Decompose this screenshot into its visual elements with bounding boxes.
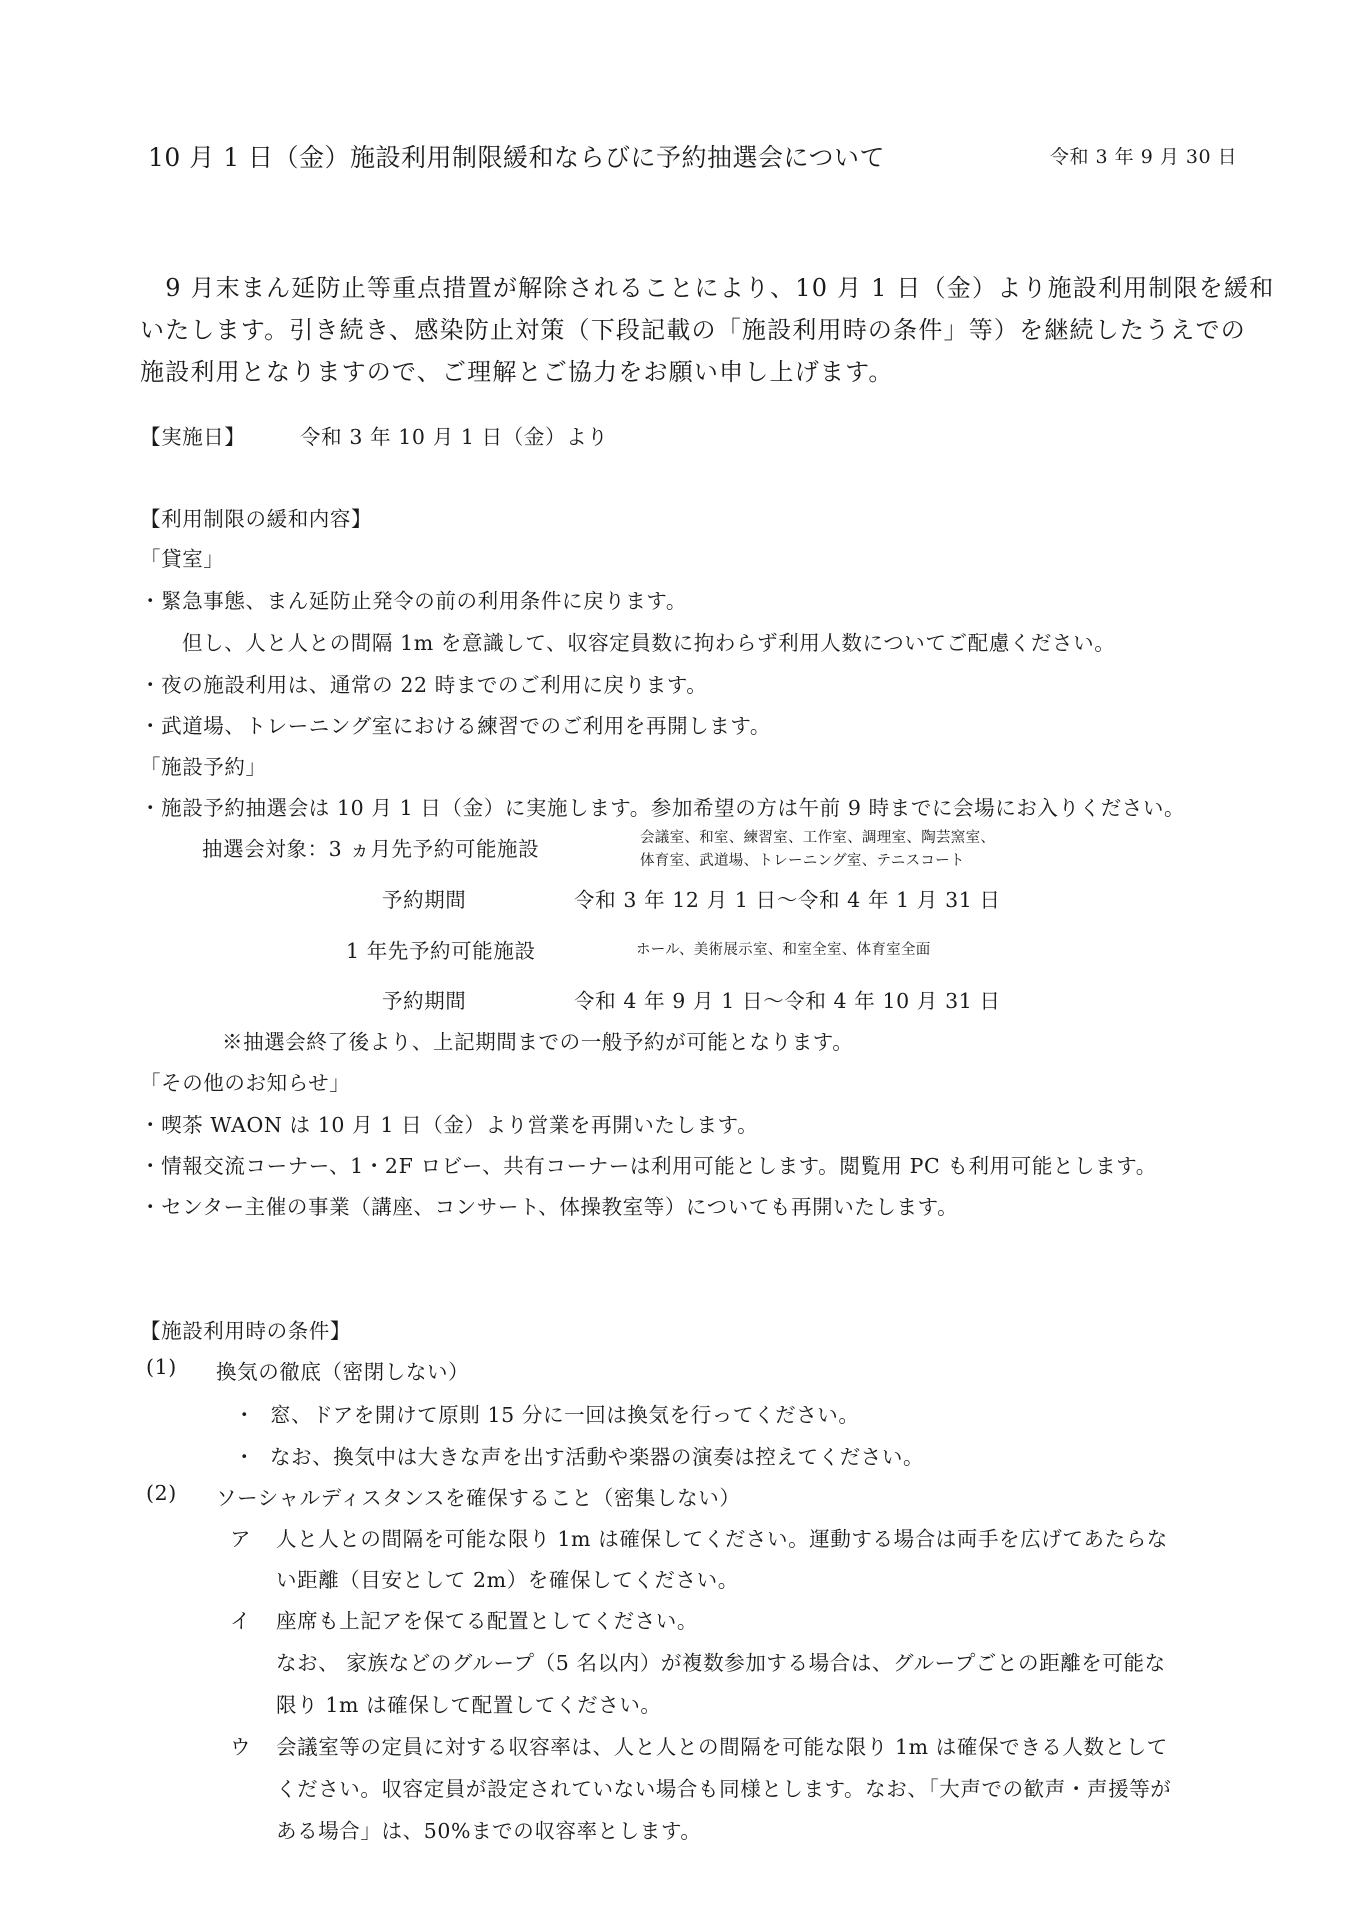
condition-2-u-line-2: ください。収容定員が設定されていない場合も同様とします。なお、「大声での歓声・声援等が	[276, 1777, 1172, 1801]
condition-2-u-line-1: 会議室等の定員に対する収容率は、人と人との間隔を可能な限り 1m は確保できる人数として	[276, 1735, 1168, 1759]
rental-heading: 「貸室」	[140, 547, 225, 571]
condition-1-number: (1)	[146, 1355, 177, 1379]
condition-2-i-line-3: 限り 1m は確保して配置してください。	[276, 1693, 662, 1717]
condition-2-a-line-1: 人と人との間隔を可能な限り 1m は確保してください。運動する場合は両手を広げてあたらな	[276, 1527, 1168, 1551]
condition-1-title: 換気の徹底（密閉しない）	[216, 1360, 470, 1384]
document-date: 令和 3 年 9 月 30 日	[1050, 146, 1238, 168]
other-item-1: ・喫茶 WAON は 10 月 1 日（金）より営業を再開いたします。	[140, 1113, 759, 1137]
lottery-target-label: 抽選会対象：3 ヵ月先予約可能施設	[202, 837, 540, 861]
condition-1-bullet-2: ・	[234, 1445, 256, 1469]
reservation-heading: 「施設予約」	[140, 755, 267, 779]
oneyear-facility-label: 1 年先予約可能施設	[346, 939, 536, 963]
condition-2-u-marker: ウ	[230, 1735, 252, 1759]
condition-2-u-line-3: ある場合」は、50%までの収容率とします。	[276, 1819, 702, 1843]
intro-line-1: 9 月末まん延防止等重点措置が解除されることにより、10 月 1 日（金）より施設利用制限を緩和	[140, 274, 1275, 302]
relaxation-heading: 【利用制限の緩和内容】	[140, 507, 373, 531]
conditions-heading: 【施設利用時の条件】	[140, 1319, 351, 1343]
reservation-period-label-1: 予約期間	[382, 888, 467, 912]
condition-1-bullet-1: ・	[234, 1403, 256, 1427]
reservation-period-value-2: 令和 4 年 9 月 1 日～令和 4 年 10 月 31 日	[574, 989, 1001, 1013]
other-heading: 「その他のお知らせ」	[140, 1071, 351, 1095]
oneyear-facilities: ホール、美術展示室、和室全室、体育室全面	[636, 942, 931, 958]
reservation-note: ※抽選会終了後より、上記期間までの一般予約が可能となります。	[222, 1030, 854, 1054]
reservation-period-label-2: 予約期間	[382, 989, 467, 1013]
lottery-target-facilities-2: 体育室、武道場、トレーニング室、テニスコート	[640, 853, 965, 869]
condition-2-a-line-2: い距離（目安として 2m）を確保してください。	[276, 1568, 739, 1592]
reservation-period-value-1: 令和 3 年 12 月 1 日～令和 4 年 1 月 31 日	[574, 888, 1001, 912]
reservation-item-1: ・施設予約抽選会は 10 月 1 日（金）に実施します。参加希望の方は午前 9 時までに会場にお入りください。	[140, 796, 1186, 820]
condition-1-item-2: なお、換気中は大きな声を出す活動や楽器の演奏は控えてください。	[270, 1445, 925, 1469]
document-title: 10 月 1 日（金）施設利用制限緩和ならびに予約抽選会について	[148, 143, 886, 172]
condition-2-number: (2)	[146, 1481, 177, 1505]
implementation-date: 令和 3 年 10 月 1 日（金）より	[300, 425, 609, 449]
rental-item-2: ・夜の施設利用は、通常の 22 時までのご利用に戻ります。	[140, 673, 708, 697]
lottery-target-facilities-1: 会議室、和室、練習室、工作室、調理室、陶芸窯室、	[640, 830, 996, 846]
condition-2-title: ソーシャルディスタンスを確保すること（密集しない）	[216, 1486, 741, 1510]
condition-2-i-marker: イ	[230, 1609, 252, 1633]
condition-1-item-1: 窓、ドアを開けて原則 15 分に一回は換気を行ってください。	[270, 1403, 860, 1427]
rental-item-1-note: 但し、人と人との間隔 1m を意識して、収容定員数に拘わらず利用人数についてご配慮ください。	[182, 631, 1116, 655]
intro-line-2: いたします。引き続き、感染防止対策（下段記載の「施設利用時の条件」等）を継続したうえでの	[140, 316, 1246, 344]
intro-line-3: 施設利用となりますので、ご理解とご協力をお願い申し上げます。	[140, 358, 894, 386]
other-item-2: ・情報交流コーナー、1・2F ロビー、共有コーナーは利用可能とします。閲覧用 PC も利用可能とします。	[140, 1154, 1157, 1178]
rental-item-1: ・緊急事態、まん延防止発令の前の利用条件に戻ります。	[140, 589, 687, 613]
condition-2-i-line-2: なお、 家族などのグループ（5 名以内）が複数参加する場合は、グループごとの距離を可能な	[276, 1651, 1166, 1675]
other-item-3: ・センター主催の事業（講座、コンサート、体操教室等）についても再開いたします。	[140, 1195, 959, 1219]
rental-item-3: ・武道場、トレーニング室における練習でのご利用を再開します。	[140, 714, 771, 738]
implementation-heading: 【実施日】	[140, 425, 246, 449]
condition-2-i-line-1: 座席も上記アを保てる配置としてください。	[276, 1609, 698, 1633]
condition-2-a-marker: ア	[230, 1527, 252, 1551]
